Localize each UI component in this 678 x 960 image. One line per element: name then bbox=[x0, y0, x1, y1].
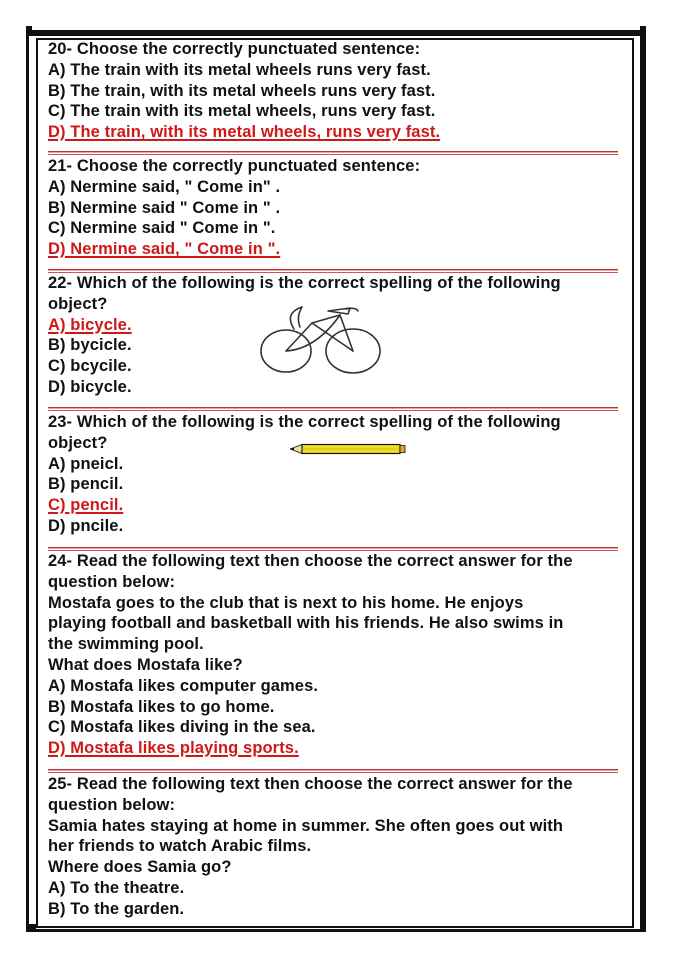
question-text: question below: bbox=[48, 572, 176, 591]
question-21 bbox=[48, 156, 618, 273]
worksheet bbox=[48, 39, 618, 924]
separator-line bbox=[48, 769, 618, 773]
option-a[interactable]: A) Nermine said, " Come in" . bbox=[48, 177, 281, 196]
pencil-drawing-icon bbox=[290, 443, 406, 455]
passage-text: Mostafa goes to the club that is next to his home. He enjoys bbox=[48, 593, 524, 612]
question-text: object? bbox=[48, 433, 108, 452]
separator-line bbox=[48, 407, 618, 411]
border-corner bbox=[640, 26, 646, 36]
option-c-correct[interactable]: C) pencil. bbox=[48, 496, 124, 515]
option-a-correct[interactable]: A) bicycle. bbox=[48, 315, 132, 334]
question-22 bbox=[48, 273, 618, 412]
option-b[interactable]: B) The train, with its metal wheels runs very fast. bbox=[48, 81, 436, 100]
question-text: 23- Which of the following is the correct spelling of the following bbox=[48, 413, 561, 431]
option-a[interactable]: A) The train with its metal wheels runs very fast. bbox=[48, 60, 431, 79]
question-text: 25- Read the following text then choose the correct answer for the bbox=[48, 775, 573, 793]
bicycle-drawing-icon bbox=[256, 305, 386, 377]
question-20 bbox=[48, 39, 618, 156]
option-d-correct[interactable]: D) The train, with its metal wheels, runs very fast. bbox=[48, 123, 441, 142]
question-text: object? bbox=[48, 294, 108, 313]
passage-text: playing football and basketball with his friends. He also swims in bbox=[48, 614, 564, 633]
option-b[interactable]: B) Mostafa likes to go home. bbox=[48, 697, 275, 716]
option-c[interactable]: C) Mostafa likes diving in the sea. bbox=[48, 718, 316, 737]
option-b[interactable]: B) bycicle. bbox=[48, 336, 132, 355]
question-text: question below: bbox=[48, 795, 176, 814]
option-b[interactable]: B) To the garden. bbox=[48, 899, 185, 918]
option-d[interactable]: D) pncile. bbox=[48, 516, 124, 535]
option-c[interactable]: C) The train with its metal wheels, runs very fast. bbox=[48, 102, 436, 121]
question-text: 20- Choose the correctly punctuated sentence: bbox=[48, 40, 421, 58]
question-text: 24- Read the following text then choose the correct answer for the bbox=[48, 552, 573, 570]
option-a[interactable]: A) To the theatre. bbox=[48, 878, 185, 897]
option-c[interactable]: C) bcycile. bbox=[48, 357, 132, 376]
question-prompt: Where does Samia go? bbox=[48, 858, 232, 877]
question-24 bbox=[48, 551, 618, 774]
option-c[interactable]: C) Nermine said " Come in ". bbox=[48, 219, 276, 238]
question-prompt: What does Mostafa like? bbox=[48, 655, 243, 674]
passage-text: her friends to watch Arabic films. bbox=[48, 837, 312, 856]
option-a[interactable]: A) Mostafa likes computer games. bbox=[48, 676, 319, 695]
option-b[interactable]: B) Nermine said " Come in " . bbox=[48, 198, 281, 217]
option-d-correct[interactable]: D) Nermine said, " Come in ". bbox=[48, 240, 281, 259]
question-text: 21- Choose the correctly punctuated sentence: bbox=[48, 157, 421, 175]
option-d-correct[interactable]: D) Mostafa likes playing sports. bbox=[48, 739, 299, 758]
border-corner bbox=[26, 26, 32, 36]
option-a[interactable]: A) pneicl. bbox=[48, 454, 124, 473]
border-corner bbox=[26, 924, 36, 932]
option-d[interactable]: D) bicycle. bbox=[48, 377, 132, 396]
question-text: 22- Which of the following is the correct spelling of the following bbox=[48, 274, 561, 292]
question-23 bbox=[48, 412, 618, 551]
option-b[interactable]: B) pencil. bbox=[48, 475, 124, 494]
passage-text: the swimming pool. bbox=[48, 635, 204, 654]
question-25 bbox=[48, 774, 618, 924]
passage-text: Samia hates staying at home in summer. She often goes out with bbox=[48, 816, 564, 835]
separator-line bbox=[48, 151, 618, 155]
